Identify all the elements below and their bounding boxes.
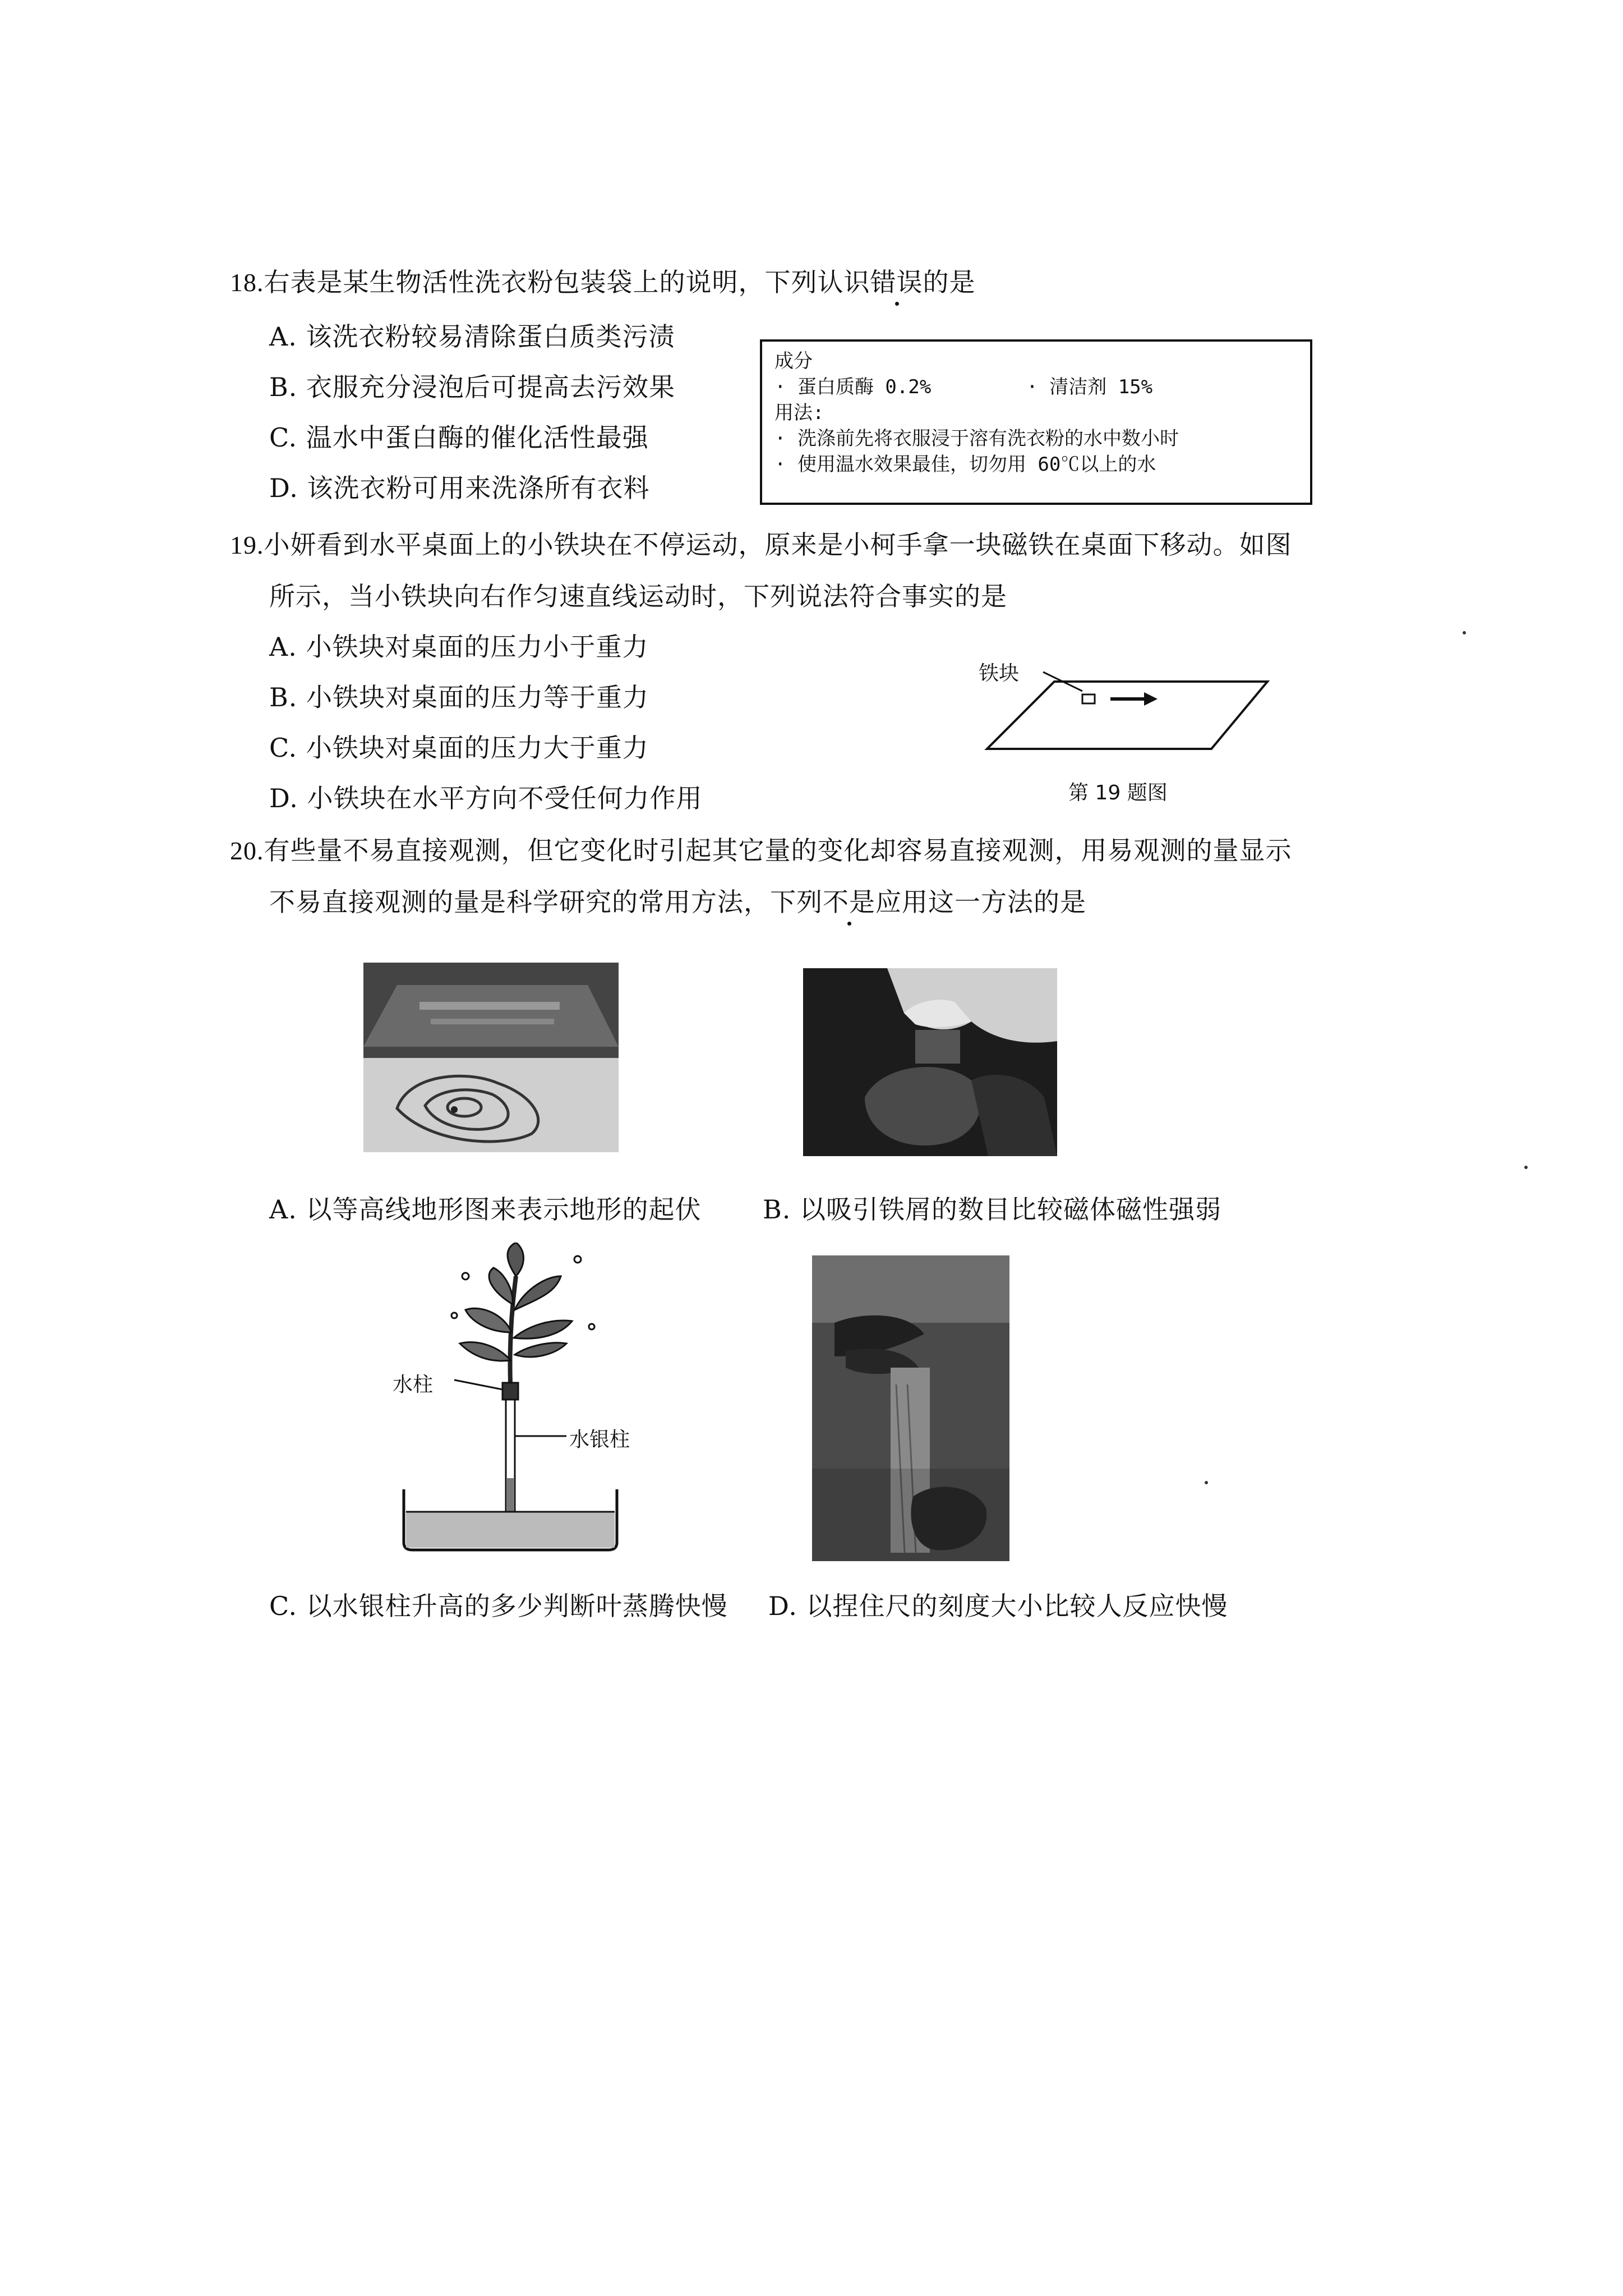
usage-line-1: · 洗涤前先将衣服浸于溶有洗衣粉的水中数小时 <box>774 427 1179 450</box>
q20-caption-c: C. 以水银柱升高的多少判断叶蒸腾快慢 <box>269 1591 728 1621</box>
q19-stem-line2: 所示，当小铁块向右作匀速直线运动时，下列说法符合事实的是 <box>269 581 1007 611</box>
q18-option-a: A. 该洗衣粉较易清除蛋白质类污渍 <box>269 321 675 352</box>
motion-arrowhead <box>1144 692 1158 706</box>
leaf <box>465 1308 511 1332</box>
usage-line-2: · 使用温水效果最佳，切勿用 60℃以上的水 <box>774 453 1156 476</box>
usage-heading: 用法: <box>774 402 824 424</box>
ingredient-protease: · 蛋白质酶 0.2% <box>774 376 932 398</box>
leaf <box>489 1268 513 1304</box>
photo-b-magnet-filings <box>803 968 1057 1156</box>
rubber-joint <box>502 1383 518 1400</box>
photo-c-plant-transpiration <box>381 1243 639 1557</box>
contour-map-image <box>363 963 619 1152</box>
q19-figure-caption: 第 19 题图 <box>1068 781 1168 804</box>
q20-stem-text-2: 不易直接观测的量是科学研究的常用方法，下列 <box>269 887 823 917</box>
q19-figure <box>976 656 1279 763</box>
q19-stem-text-1: 小妍看到水平桌面上的小铁块在不停运动，原来是小柯手拿一块磁铁在桌面下移动。如图 <box>264 530 1292 560</box>
q18-number: 18. <box>230 268 264 297</box>
q18-option-c: C. 温水中蛋白酶的催化活性最强 <box>269 422 649 453</box>
photo-a-contour-model <box>363 963 619 1152</box>
leaf <box>515 1276 561 1310</box>
q18-option-b: B. 衣服充分浸泡后可提高去污效果 <box>269 372 676 402</box>
scan-speck <box>1524 1166 1528 1169</box>
q18-stem <box>230 266 976 298</box>
magnet-image <box>803 968 1057 1156</box>
scan-speck <box>1463 631 1466 634</box>
q18-emphasis: 错误 <box>870 267 923 297</box>
q20-caption-d: D. 以捏住尺的刻度大小比较人反应快慢 <box>768 1591 1228 1621</box>
q19-number: 19. <box>230 531 264 559</box>
q20-emphasis: 不是 <box>823 887 875 917</box>
iron-block <box>1082 694 1095 703</box>
q19-option-a: A. 小铁块对桌面的压力小于重力 <box>269 632 649 662</box>
q20-number: 20. <box>230 836 264 865</box>
q18-option-d: D. 该洗衣粉可用来洗涤所有衣料 <box>269 473 650 503</box>
q19-option-b: B. 小铁块对桌面的压力等于重力 <box>269 682 649 712</box>
water-column-label: 水柱 <box>393 1373 434 1396</box>
q19-option-d: D. 小铁块在水平方向不受任何力作用 <box>269 783 703 813</box>
q19-stem-line1 <box>230 529 1292 561</box>
q20-caption-b: B. 以吸引铁屑的数目比较磁体磁性强弱 <box>763 1194 1222 1225</box>
q18-stem-text: 右表是某生物活性洗衣粉包装袋上的说明，下列认识 <box>264 267 870 297</box>
ruler-image <box>812 1255 1009 1561</box>
iron-block-label: 铁块 <box>979 662 1020 685</box>
detergent-info-table <box>760 339 1312 505</box>
leaf <box>508 1243 524 1276</box>
leaf <box>514 1320 572 1338</box>
leaf <box>460 1342 510 1361</box>
leaf <box>515 1343 566 1357</box>
table-surface <box>987 682 1267 749</box>
mercury-pool <box>406 1512 615 1548</box>
table-heading: 成分 <box>774 350 813 372</box>
ingredient-cleaner: · 清洁剂 15% <box>1026 376 1153 398</box>
table-ingredients <box>774 374 1298 400</box>
q19-option-c: C. 小铁块对桌面的压力大于重力 <box>269 733 649 763</box>
q20-stem-end: 应用这一方法的是 <box>875 887 1086 917</box>
q20-stem-line1 <box>230 835 1292 867</box>
q18-stem-end: 的是 <box>923 267 976 297</box>
q20-stem-text-1: 有些量不易直接观测，但它变化时引起其它量的变化却容易直接观测，用易观测的量显示 <box>264 835 1292 866</box>
scan-speck <box>1205 1481 1208 1484</box>
q20-caption-a: A. 以等高线地形图来表示地形的起伏 <box>269 1194 702 1225</box>
q20-stem-line2 <box>269 886 1086 918</box>
photo-d-ruler-reaction <box>812 1255 1009 1561</box>
mercury-column-label: 水银柱 <box>569 1428 630 1451</box>
